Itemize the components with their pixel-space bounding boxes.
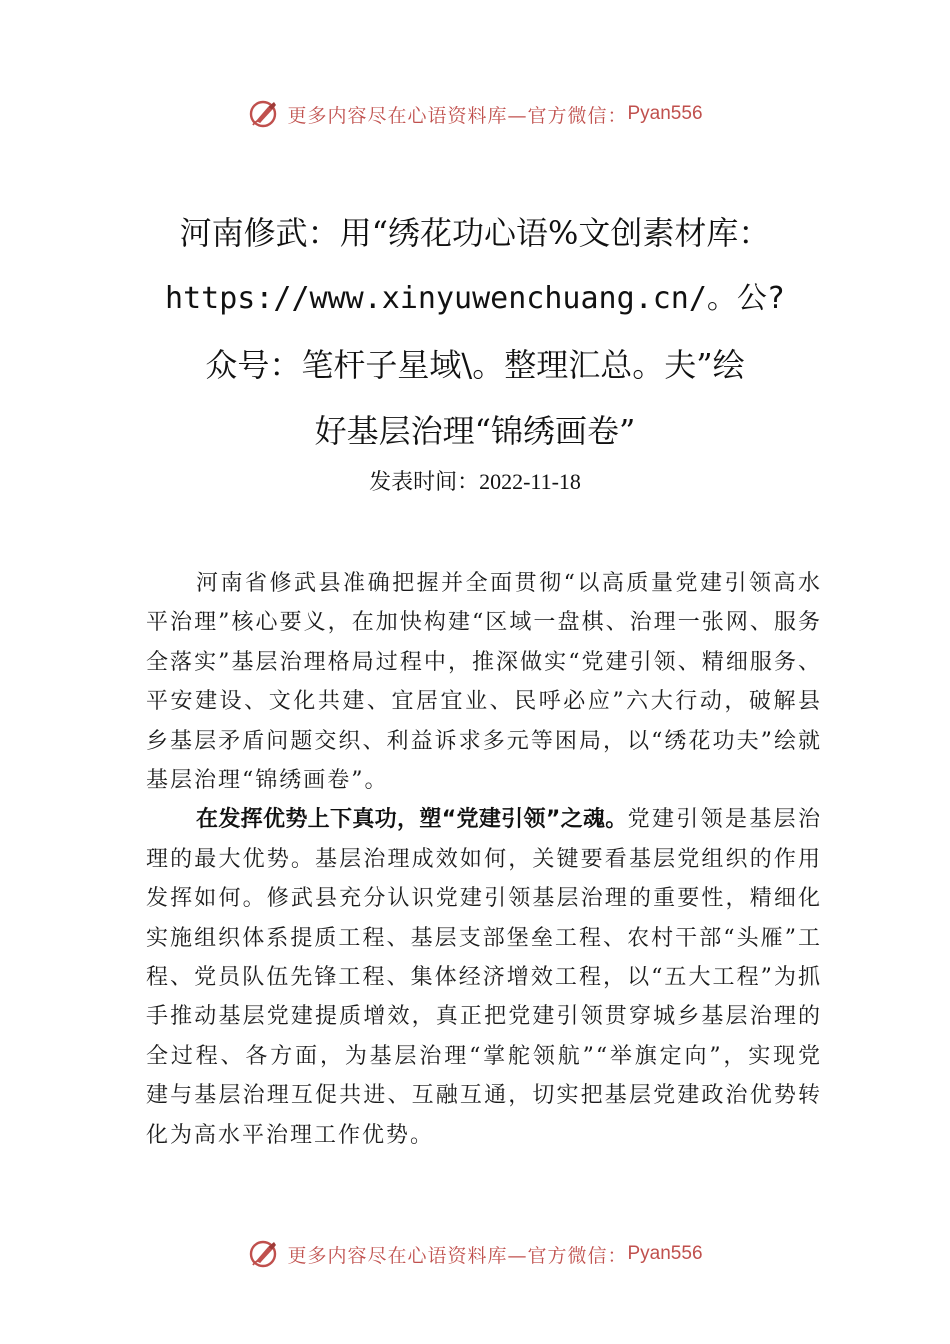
header-banner — [0, 94, 950, 134]
article-title — [0, 200, 950, 464]
paragraph-1-text: 河南省修武县准确把握并全面贯彻“以高质量党建引领高水平治理”核心要义，在加快构建“区域一盘棋、治理一张网、服务全落实”基层治理格局过程中，推深做实“党建引领、精细服务、平安建设、文化共建、宜居宜业、民呼必应”六大行动，破解县乡基层矛盾问题交织、利益诉求多元等困局，以“绣花功夫”绘就基层治理“锦绣画卷”。 — [146, 571, 822, 794]
article-body — [146, 564, 822, 1155]
publish-date — [0, 466, 950, 499]
pen-logo-icon — [247, 1237, 281, 1271]
footer-banner-text: 更多内容尽在心语资料库—官方微信： — [287, 1244, 628, 1267]
header-banner-contact: Pyan556 — [627, 103, 703, 124]
header-banner-text: 更多内容尽在心语资料库—官方微信： — [287, 104, 628, 127]
paragraph-2 — [146, 800, 822, 1155]
footer-banner-contact: Pyan556 — [627, 1243, 703, 1264]
paragraph-2-text: 党建引领是基层治理的最大优势。基层治理成效如何，关键要看基层党组织的作用发挥如何。修武县充分认识党建引领基层治理的重要性，精细化实施组织体系提质工程、基层支部堡垒工程、农村干部“头雁”工程、党员队伍先锋工程、集体经济增效工程，以“五大工程”为抓手推动基层党建提质增效，真正把党建引领贯穿城乡基层治理的全过程、各方面，为基层治理“掌舵领航”“举旗定向”，实现党建与基层治理互促共进、互融互通，切实把基层党建政治优势转化为高水平治理工作优势。 — [146, 807, 822, 1148]
paragraph-1 — [146, 564, 822, 800]
title-line-1: 河南修武：用“绣花功心语%文创素材库： — [179, 214, 771, 252]
publish-date-value: 2022-11-18 — [479, 469, 581, 494]
publish-date-label: 发表时间： — [369, 470, 480, 495]
title-line-2: https://www.xinyuwenchuang.cn/。公? — [165, 281, 785, 316]
pen-logo-icon — [247, 97, 281, 131]
title-line-3: 众号：笔杆子星域\。整理汇总。夫”绘 — [205, 346, 745, 384]
footer-banner — [0, 1234, 950, 1274]
paragraph-2-lead: 在发挥优势上下真功，塑“党建引领”之魂。 — [196, 807, 628, 833]
title-line-4: 好基层治理“锦绣画卷” — [314, 412, 636, 450]
